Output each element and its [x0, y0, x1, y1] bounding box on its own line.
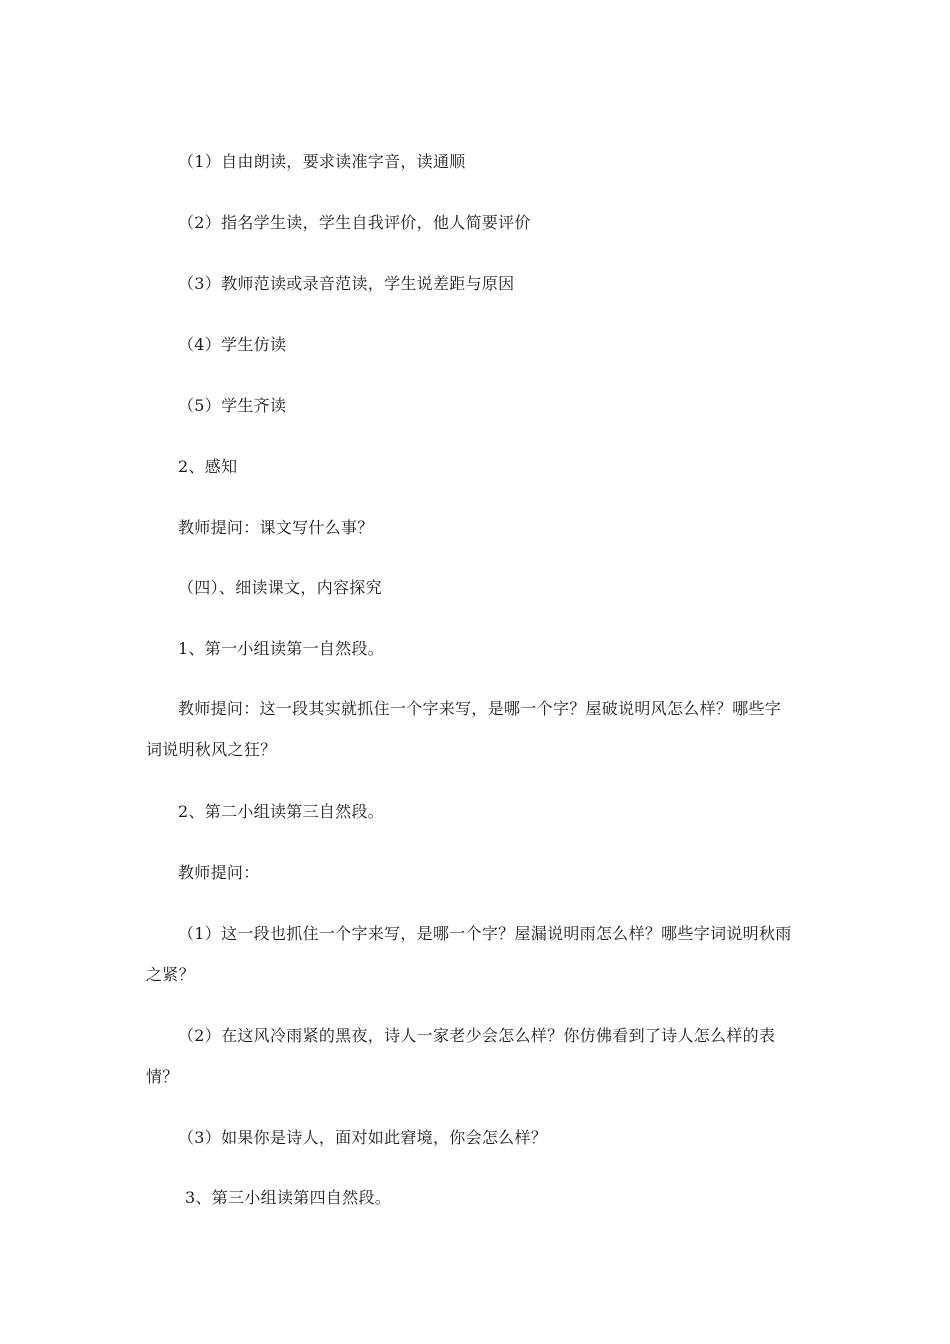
question-family: [146, 1026, 806, 1087]
teacher-question-wind-line-2: 词说明秋风之狂？: [146, 740, 277, 759]
question-rain-line-2: 之紧？: [146, 965, 195, 984]
teacher-question-summary: 教师提问：课文写什么事？: [178, 518, 374, 537]
group-3-task: 3、第三小组读第四自然段。: [185, 1188, 392, 1207]
teacher-question-wind: [146, 699, 806, 760]
group-2-task: 2、第二小组读第三自然段。: [178, 802, 385, 821]
step-5-group-reading: （5）学生齐读: [178, 396, 287, 415]
step-4-imitation-reading: （4）学生仿读: [178, 335, 287, 354]
group-1-task: 1、第一小组读第一自然段。: [178, 639, 385, 658]
step-3-teacher-reading: （3）教师范读或录音范读，学生说差距与原因: [178, 274, 515, 293]
section-close-reading-heading: （四）、细读课文，内容探究: [178, 578, 382, 597]
teacher-question-wind-line-1: 教师提问：这一段其实就抓住一个字来写，是哪一个字？屋破说明风怎么样？哪些字: [178, 699, 782, 718]
question-family-line-2: 情？: [146, 1067, 179, 1086]
step-2-student-reading: （2）指名学生读，学生自我评价，他人简要评价: [178, 213, 531, 232]
question-family-line-1: （2）在这风冷雨紧的黑夜，诗人一家老少会怎么样？你仿佛看到了诗人怎么样的表: [178, 1026, 776, 1045]
section-perception-heading: 2、感知: [178, 457, 238, 476]
teacher-question-label: 教师提问：: [178, 863, 260, 882]
step-1-free-reading: （1）自由朗读，要求读准字音，读通顺: [178, 152, 466, 171]
question-if-you-were-poet: （3）如果你是诗人，面对如此窘境，你会怎么样？: [178, 1128, 548, 1147]
question-rain-line-1: （1）这一段也抓住一个字来写，是哪一个字？屋漏说明雨怎么样？哪些字词说明秋雨: [178, 924, 792, 943]
question-rain: [146, 924, 806, 985]
